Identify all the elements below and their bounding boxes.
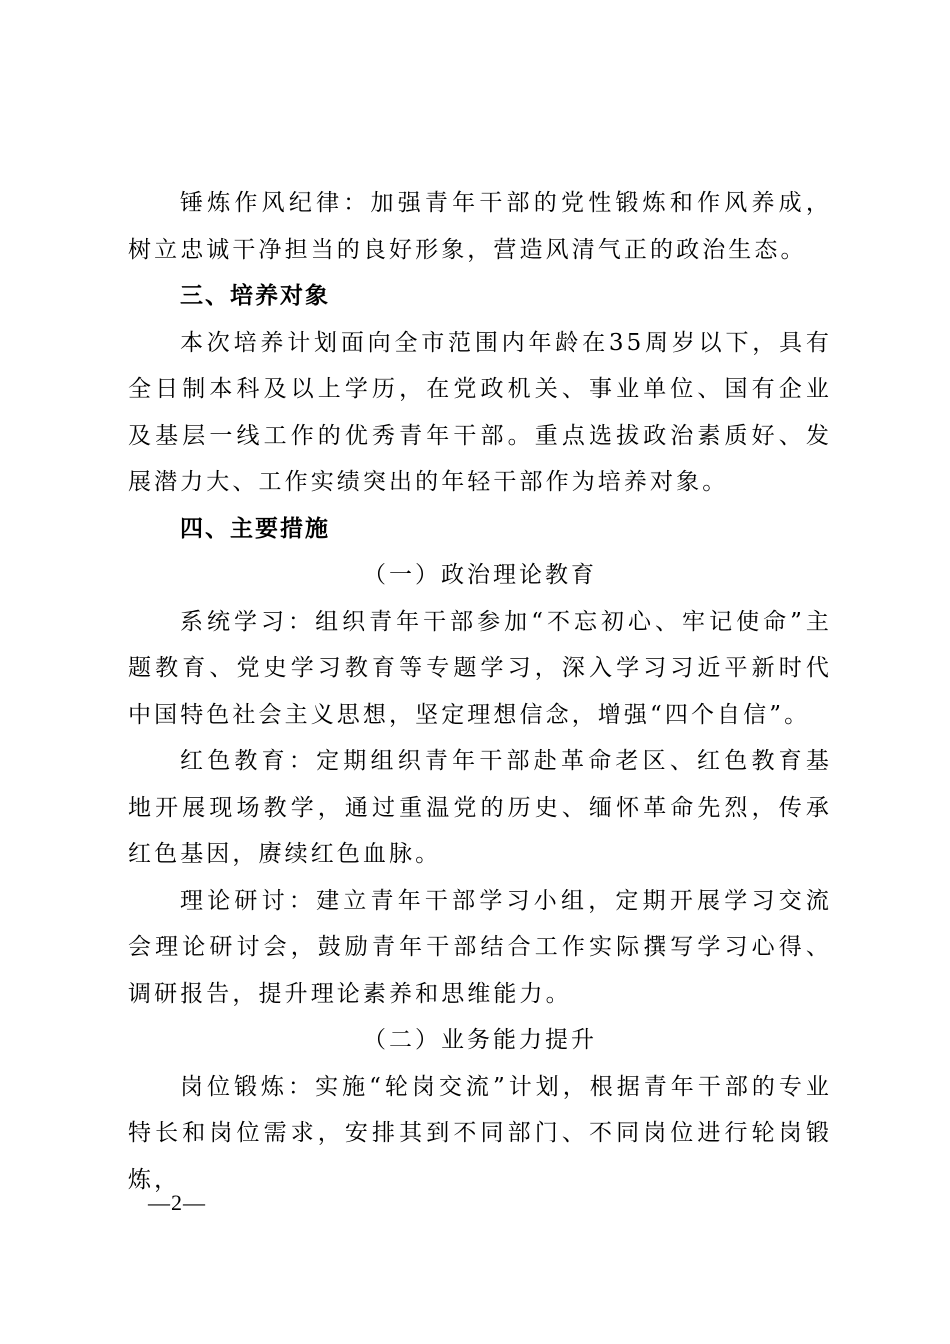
section-heading-training-targets: 三、培养对象: [180, 282, 330, 309]
paragraph-theory-seminar: 理论研讨：建立青年干部学习小组，定期开展学习交流会理论研讨会，鼓励青年干部结合工作实际撰写学习心得、调研报告，提升理论素养和思维能力。: [128, 887, 832, 1007]
paragraph-red-education: 红色教育：定期组织青年干部赴革命老区、红色教育基地开展现场教学，通过重温党的历史、缅怀革命先烈，传承红色基因，赓续红色血脉。: [128, 748, 832, 867]
paragraph-post-rotation: 岗位锻炼：实施“轮岗交流”计划，根据青年干部的专业特长和岗位需求，安排其到不同部门、不同岗位进行轮岗锻炼，: [128, 1073, 832, 1193]
section-heading-main-measures: 四、主要措施: [180, 514, 330, 542]
subheading-political-theory: （一）政治理论教育: [363, 562, 597, 588]
paragraph-training-targets: 本次培养计划面向全市范围内年龄在35周岁以下，具有全日制本科及以上学历，在党政机关、事业单位、国有企业及基层一线工作的优秀青年干部。重点选拔政治素质好、发展潜力大、工作实绩突出的年轻干部作为培养对象。: [128, 329, 832, 495]
subheading-business-ability: （二）业务能力提升: [363, 1027, 597, 1053]
paragraph-discipline: 锤炼作风纪律：加强青年干部的党性锻炼和作风养成，树立忠诚干净担当的良好形象，营造风清气正的政治生态。: [128, 190, 832, 263]
document-body: [128, 180, 832, 1203]
paragraph-systematic-study: 系统学习：组织青年干部参加“不忘初心、牢记使命”主题教育、党史学习教育等专题学习，深入学习习近平新时代中国特色社会主义思想，坚定理想信念，增强“四个自信”。: [128, 608, 832, 728]
page-number: —2—: [148, 1190, 206, 1215]
